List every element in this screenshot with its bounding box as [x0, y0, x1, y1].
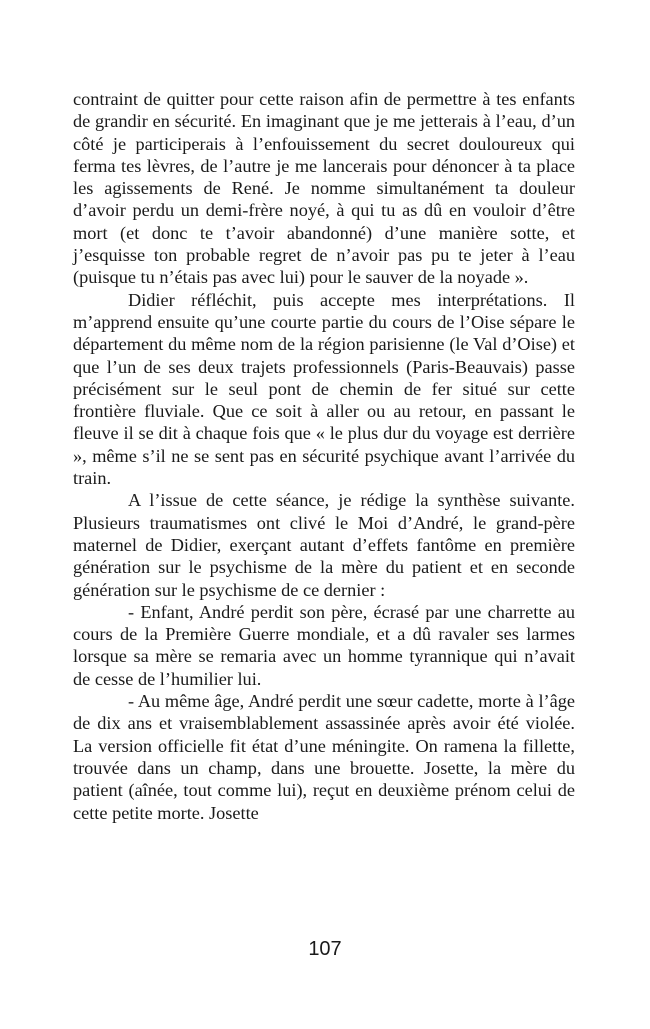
- list-item-1: - Enfant, André perdit son père, écrasé par une charrette au cours de la Première Guerre mondiale, et a dû ravaler ses larmes lorsque sa mère se remaria avec un homme tyrannique qui n’avait de cesse de l’humilier lui.: [73, 601, 575, 689]
- paragraph-3: A l’issue de cette séance, je rédige la synthèse suivante. Plusieurs traumatismes ont clivé le Moi d’André, le grand-père maternel de Didier, exerçant autant d’effets fantôme en première génération sur le psychisme de la mère du patient et en seconde génération sur le psychisme de ce dernier :: [73, 490, 575, 600]
- body-text: [73, 88, 575, 824]
- page-number: 107: [308, 938, 342, 960]
- paragraph-1: contraint de quitter pour cette raison afin de permettre à tes enfants de grandir en sécurité. En imaginant que je me jetterais à l’eau, d’un côté je participerais à l’enfouissement du secret douloureux qui ferma tes lèvres, de l’autre je me lancerais pour dénoncer à ta place les agissements de René. Je nomme simultanément ta douleur d’avoir perdu un demi-frère noyé, à qui tu as dû en vouloir d’être mort (et donc te t’avoir abandonné) d’une manière sotte, et j’esquisse ton probable regret de n’avoir pas pu te jeter à l’eau (puisque tu n’étais pas avec lui) pour le sauver de la noyade ».: [73, 89, 575, 288]
- paragraph-2: Didier réfléchit, puis accepte mes interprétations. Il m’apprend ensuite qu’une courte partie du cours de l’Oise sépare le département du même nom de la région parisienne (le Val d’Oise) et que l’un de ses deux trajets professionnels (Paris-Beauvais) passe précisément sur le seul pont de chemin de fer situé sur cette frontière fluviale. Que ce soit à aller ou au retour, en passant le fleuve il se dit à chaque fois que « le plus dur du voyage est derrière », même s’il ne se sent pas en sécurité psychique avant l’arrivée du train.: [73, 289, 575, 489]
- list-item-2: - Au même âge, André perdit une sœur cadette, morte à l’âge de dix ans et vraisemblablement assassinée après avoir été violée. La version officielle fit état d’une méningite. On ramena la fillette, trouvée dans un champ, dans une brouette. Josette, la mère du patient (aînée, tout comme lui), reçut en deuxième prénom celui de cette petite morte. Josette: [73, 691, 575, 823]
